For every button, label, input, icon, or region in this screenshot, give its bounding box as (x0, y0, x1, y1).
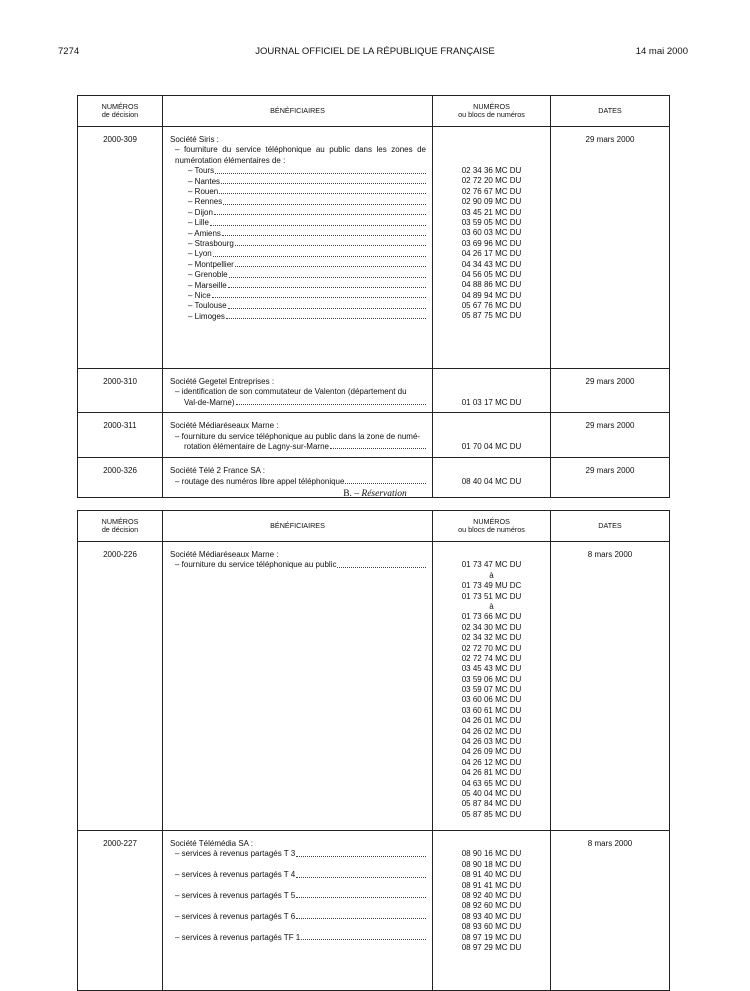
number-block: 04 26 17 MC DU (461, 249, 522, 259)
number-block: 01 70 04 MC DU (461, 441, 522, 451)
number-block-cell (433, 127, 551, 369)
decision-date: 29 mars 2000 (551, 458, 670, 498)
spacer (170, 860, 426, 870)
beneficiary-cell (163, 542, 433, 831)
number-block: 05 67 76 MC DU (461, 301, 522, 311)
number-block: 05 87 84 MC DU (461, 799, 522, 809)
number-block: 01 73 47 MC DU (461, 560, 522, 570)
col-header-blocs: NUMÉROS ou blocs de numéros (433, 96, 551, 127)
number-block: 04 26 81 MC DU (461, 768, 522, 778)
service-item: – services à revenus partagés T 6 (170, 912, 426, 922)
beneficiary-cell (163, 831, 433, 991)
service-item: – services à revenus partagés TF 1 (170, 933, 426, 943)
number-block: 08 92 60 MC DU (461, 901, 522, 911)
number-block: 05 87 75 MC DU (461, 311, 522, 321)
table-row (78, 542, 670, 831)
decision-date: 29 mars 2000 (551, 413, 670, 458)
number-block: 04 26 02 MC DU (461, 726, 522, 736)
number-block: 08 97 29 MC DU (461, 942, 522, 952)
spacer (170, 881, 426, 891)
decision-number: 2000-310 (78, 369, 163, 413)
number-block: 08 93 40 MC DU (461, 911, 522, 921)
number-block: 04 89 94 MC DU (461, 290, 522, 300)
company-name: Société Médiaréseaux Marne : (170, 550, 279, 559)
table-header-row (78, 511, 670, 542)
number-block: 03 60 06 MC DU (461, 695, 522, 705)
number-block: 04 26 09 MC DU (461, 747, 522, 757)
number-block: 04 56 05 MC DU (461, 269, 522, 279)
number-block: 08 90 18 MC DU (461, 859, 522, 869)
number-block: 08 97 19 MC DU (461, 932, 522, 942)
company-name: Société Télémédia SA : (170, 839, 254, 848)
number-block: 03 69 96 MC DU (461, 238, 522, 248)
service-item: – Dijon (170, 208, 426, 218)
service-item: – Toulouse (170, 301, 426, 311)
decision-number: 2000-226 (78, 542, 163, 831)
number-block: 02 72 70 MC DU (461, 643, 522, 653)
service-item: – routage des numéros libre appel téléphonique (170, 477, 426, 487)
col-header-numeros: NUMÉROS de décision (78, 511, 163, 542)
number-block-cell (433, 831, 551, 991)
number-block: à (489, 570, 494, 580)
company-name: Société Télé 2 France SA : (170, 466, 266, 476)
col-header-beneficiaires: BÉNÉFICIAIRES (163, 511, 433, 542)
page-number: 7274 (58, 46, 80, 57)
beneficiary-cell (163, 369, 433, 413)
table-row (78, 831, 670, 991)
service-item: – Montpellier (170, 260, 426, 270)
col-header-beneficiaires: BÉNÉFICIAIRES (163, 96, 433, 127)
decision-number: 2000-309 (78, 127, 163, 369)
number-block: 02 34 32 MC DU (461, 633, 522, 643)
number-block: 08 40 04 MC DU (461, 476, 522, 486)
service-item: – Marseille (170, 281, 426, 291)
company-name: Société Médiaréseaux Marne : (170, 421, 279, 431)
number-block: 02 90 09 MC DU (461, 197, 522, 207)
number-block: 08 91 40 MC DU (461, 870, 522, 880)
beneficiary-cell (163, 127, 433, 369)
number-block: 04 88 86 MC DU (461, 280, 522, 290)
spacer (170, 901, 426, 911)
service-item: Val-de-Marne) (170, 398, 426, 408)
table-row (78, 369, 670, 413)
number-block: 02 34 36 MC DU (461, 166, 522, 175)
number-block: 03 60 03 MC DU (461, 228, 522, 238)
number-block: 03 45 43 MC DU (461, 664, 522, 674)
company-name: Société Siris : (170, 135, 219, 144)
service-item: – Lille (170, 218, 426, 228)
service-item: – Grenoble (170, 270, 426, 280)
spacer (170, 943, 426, 953)
number-block: 04 63 65 MC DU (461, 778, 522, 788)
number-block: 03 60 61 MC DU (461, 705, 522, 715)
number-block: 05 87 85 MC DU (461, 809, 522, 819)
decision-date: 29 mars 2000 (551, 127, 670, 369)
number-block: 04 26 12 MC DU (461, 757, 522, 767)
number-block: 05 40 04 MC DU (461, 788, 522, 798)
number-block: 03 59 07 MC DU (461, 685, 522, 695)
number-block: 01 73 51 MC DU (461, 591, 522, 601)
number-block: 08 90 16 MC DU (461, 849, 522, 859)
service-item: – Limoges (170, 312, 426, 322)
service-item: – fourniture du service téléphonique au public (170, 560, 426, 570)
service-description: – identification de son commutateur de Valenton (département du (175, 387, 407, 397)
decision-number: 2000-326 (78, 458, 163, 498)
number-block: 02 72 74 MC DU (461, 653, 522, 663)
service-item: – services à revenus partagés T 5 (170, 891, 426, 901)
service-item: – services à revenus partagés T 3 (170, 849, 426, 859)
service-item: – Amiens (170, 229, 426, 239)
number-block-cell (433, 542, 551, 831)
spacer (170, 922, 426, 932)
table-row (78, 413, 670, 458)
table-row (78, 127, 670, 369)
number-block: 02 76 67 MC DU (461, 186, 522, 196)
col-header-blocs: NUMÉROS ou blocs de numéros (433, 511, 551, 542)
beneficiary-cell (163, 413, 433, 458)
service-item: – Tours (170, 166, 426, 176)
number-block-cell (433, 413, 551, 458)
decision-number: 2000-311 (78, 413, 163, 458)
service-item: – Rennes (170, 197, 426, 207)
service-item: – Nantes (170, 177, 426, 187)
col-header-numeros: NUMÉROS de décision (78, 96, 163, 127)
col-header-dates: DATES (551, 511, 670, 542)
section-heading: B. – Réservation (343, 489, 407, 499)
number-block: 02 72 20 MC DU (461, 176, 522, 186)
journal-title: JOURNAL OFFICIEL DE LA RÉPUBLIQUE FRANÇAISE (255, 46, 495, 57)
number-block: 01 73 49 MU DC (461, 581, 522, 591)
company-name: Société Gegetel Entreprises : (170, 377, 275, 386)
number-block: 02 34 30 MC DU (461, 622, 522, 632)
number-block: 03 59 06 MC DU (461, 674, 522, 684)
decisions-table-reservation (77, 510, 670, 991)
decisions-table-attribution (77, 95, 670, 498)
number-block: 08 91 41 MC DU (461, 880, 522, 890)
decision-date: 29 mars 2000 (551, 369, 670, 413)
number-block-cell (433, 369, 551, 413)
service-item: – Strasbourg (170, 239, 426, 249)
service-item: – Lyon (170, 249, 426, 259)
service-item: rotation élémentaire de Lagny-sur-Marne (170, 442, 426, 452)
service-item: – Rouen (170, 187, 426, 197)
number-block: 03 45 21 MC DU (461, 207, 522, 217)
number-block: 01 73 66 MC DU (461, 612, 522, 622)
number-block: 04 34 43 MC DU (461, 259, 522, 269)
number-block: 04 26 01 MC DU (461, 716, 522, 726)
issue-date: 14 mai 2000 (635, 46, 688, 57)
service-description: – fourniture du service téléphonique au public dans la zone de numé- (175, 431, 421, 441)
number-block: 03 59 05 MC DU (461, 217, 522, 227)
number-block: 08 93 60 MC DU (461, 922, 522, 932)
number-block: 08 92 40 MC DU (461, 890, 522, 900)
table-header-row (78, 96, 670, 127)
number-block: à (489, 601, 494, 611)
decision-number: 2000-227 (78, 831, 163, 991)
decision-date: 8 mars 2000 (551, 831, 670, 991)
number-block: 04 26 03 MC DU (461, 737, 522, 747)
number-block: 01 03 17 MC DU (461, 397, 522, 407)
service-description: – fourniture du service téléphonique au public dans les zones de numérotation élémentaires de : (175, 145, 426, 165)
service-item: – Nice (170, 291, 426, 301)
service-item: – services à revenus partagés T 4 (170, 870, 426, 880)
col-header-dates: DATES (551, 96, 670, 127)
decision-date: 8 mars 2000 (551, 542, 670, 831)
